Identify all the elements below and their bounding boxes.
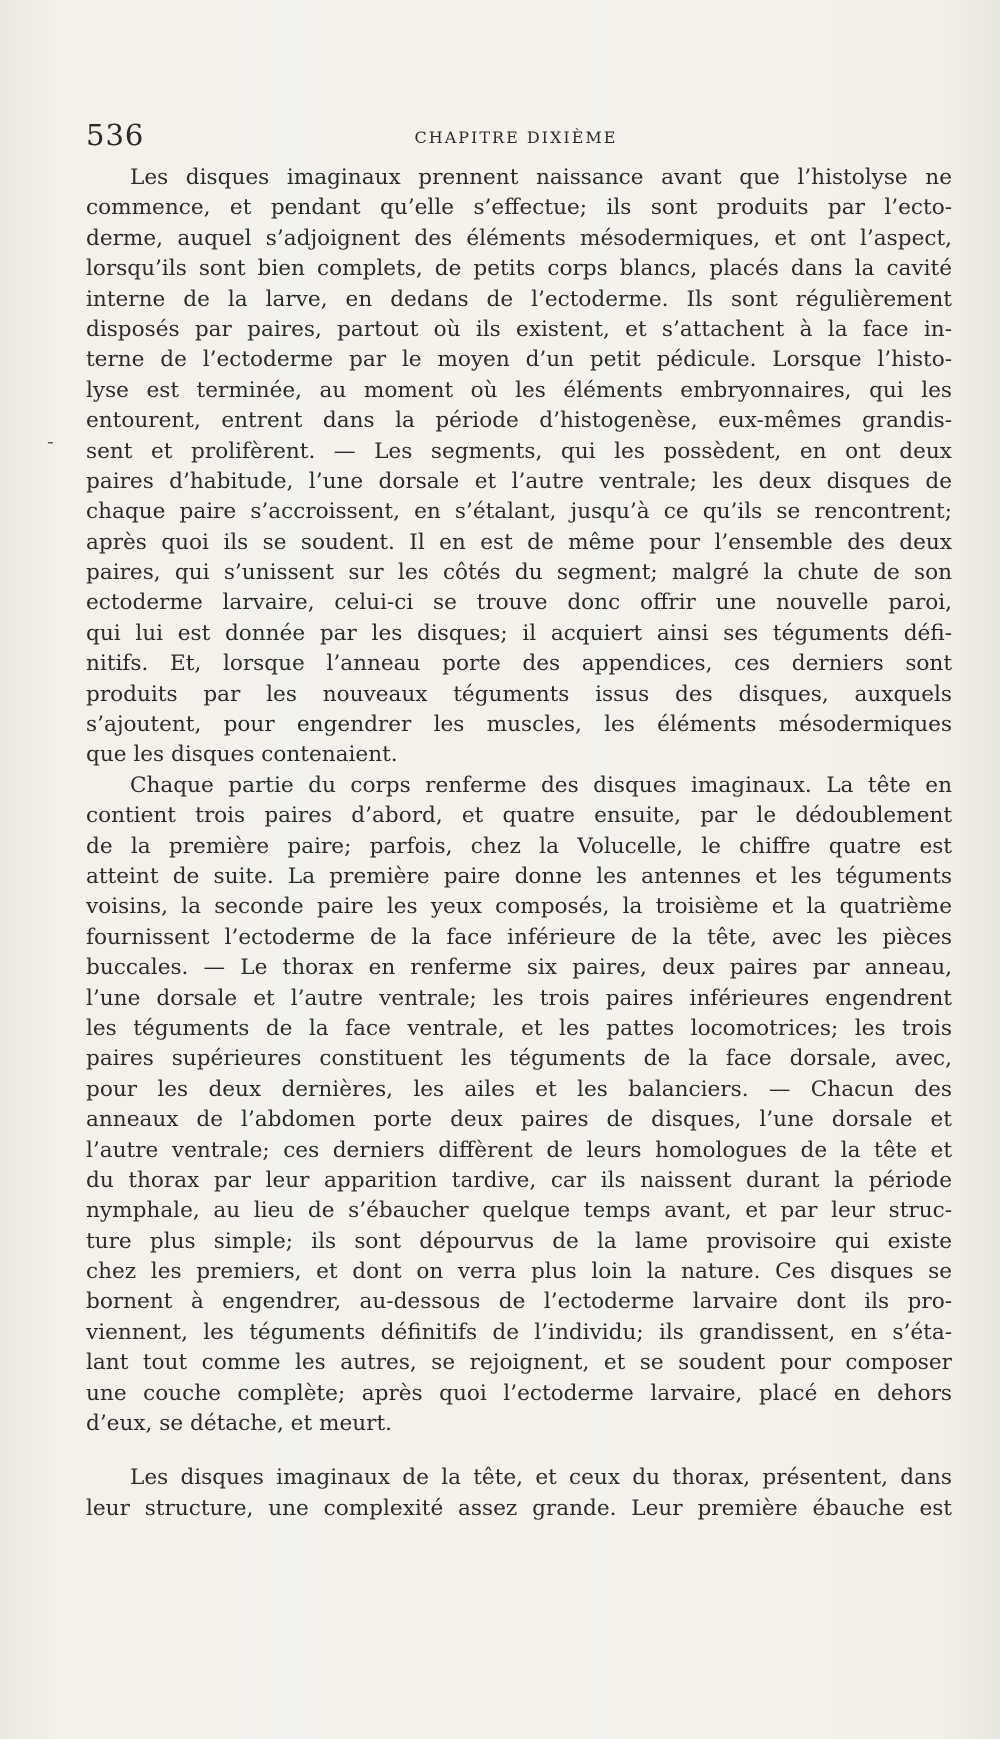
text-line: pour les deux dernières, les ailes et les balanciers. — Chacun des <box>86 1076 952 1102</box>
text-line: lant tout comme les autres, se rejoignent, et se soudent pour composer <box>86 1350 952 1376</box>
paragraph-1 <box>86 163 952 771</box>
text-line: viennent, les téguments définitifs de l’individu; ils grandissent, en s’éta- <box>86 1319 952 1345</box>
text-line: paires, qui s’unissent sur les côtés du segment; malgré la chute de son <box>86 560 952 586</box>
paragraph-3 <box>86 1463 952 1524</box>
text-line: lyse est terminée, au moment où les éléments embryonnaires, qui les <box>86 377 952 403</box>
body-text <box>86 163 952 1524</box>
paragraph-spacer <box>86 1439 952 1463</box>
text-line: l’une dorsale et l’autre ventrale; les trois paires inférieures engendrent <box>86 985 952 1011</box>
text-line: commence, et pendant qu’elle s’effectue; ils sont produits par l’ecto- <box>86 195 952 221</box>
text-line: du thorax par leur apparition tardive, car ils naissent durant la période <box>86 1167 952 1193</box>
text-line: Chaque partie du corps renferme des disques imaginaux. La tête en <box>130 772 952 798</box>
text-line: anneaux de l’abdomen porte deux paires de disques, l’une dorsale et <box>86 1107 952 1133</box>
chapter-title: CHAPITRE DIXIÈME <box>414 128 618 147</box>
text-line: derme, auquel s’adjoignent des éléments mésodermiques, et ont l’aspect, <box>86 225 952 251</box>
text-line: fournissent l’ectoderme de la face inférieure de la tête, avec les pièces <box>86 924 952 950</box>
text-line: lorsqu’ils sont bien complets, de petits corps blancs, placés dans la cavité <box>86 256 952 282</box>
text-line: après quoi ils se soudent. Il en est de même pour l’ensemble des deux <box>86 529 952 555</box>
text-line: sent et prolifèrent. — Les segments, qui les possèdent, en ont deux <box>86 438 952 464</box>
text-line: disposés par paires, partout où ils existent, et s’attachent à la face in- <box>86 316 952 342</box>
text-line: terne de l’ectoderme par le moyen d’un petit pédicule. Lorsque l’histo- <box>86 347 952 373</box>
text-line: que les disques contenaient. <box>86 742 398 768</box>
text-line: voisins, la seconde paire les yeux composés, la troisième et la quatrième <box>86 894 952 920</box>
running-head <box>86 118 946 158</box>
margin-mark: - <box>47 429 54 453</box>
text-line: entourent, entrent dans la période d’histogenèse, eux-mêmes grandis- <box>86 408 952 434</box>
text-line: de la première paire; parfois, chez la Volucelle, le chiffre quatre est <box>86 833 952 859</box>
text-line: produits par les nouveaux téguments issus des disques, auxquels <box>86 681 952 707</box>
text-line: paires d’habitude, l’une dorsale et l’autre ventrale; les deux disques de <box>86 468 952 494</box>
text-line: ture plus simple; ils sont dépourvus de la lame provisoire qui existe <box>86 1228 952 1254</box>
text-line: contient trois paires d’abord, et quatre ensuite, par le dédoublement <box>86 803 952 829</box>
text-line: l’autre ventrale; ces derniers diffèrent de leurs homologues de la tête et <box>86 1137 952 1163</box>
text-line: Les disques imaginaux de la tête, et ceux du thorax, présentent, dans <box>130 1465 952 1491</box>
text-line: ectoderme larvaire, celui-ci se trouve donc offrir une nouvelle paroi, <box>86 590 952 616</box>
text-line: paires supérieures constituent les téguments de la face dorsale, avec, <box>86 1046 952 1072</box>
text-line: s’ajoutent, pour engendrer les muscles, les éléments mésodermiques <box>86 712 952 738</box>
text-line: bornent à engendrer, au-dessous de l’ectoderme larvaire dont ils pro- <box>86 1289 952 1315</box>
text-line: atteint de suite. La première paire donne les antennes et les téguments <box>86 863 952 889</box>
text-line: nitifs. Et, lorsque l’anneau porte des appendices, ces derniers sont <box>86 651 952 677</box>
text-line: interne de la larve, en dedans de l’ectoderme. Ils sont régulièrement <box>86 286 952 312</box>
text-line: une couche complète; après quoi l’ectoderme larvaire, placé en dehors <box>86 1380 952 1406</box>
text-line: nymphale, au lieu de s’ébaucher quelque temps avant, et par leur struc- <box>86 1198 952 1224</box>
text-line: chez les premiers, et dont on verra plus loin la nature. Ces disques se <box>86 1259 952 1285</box>
text-line: les téguments de la face ventrale, et les pattes locomotrices; les trois <box>86 1015 952 1041</box>
text-line: chaque paire s’accroissent, en s’étalant, jusqu’à ce qu’ils se rencontrent; <box>86 499 952 525</box>
text-line: qui lui est donnée par les disques; il acquiert ainsi ses téguments défi- <box>86 620 952 646</box>
text-line: leur structure, une complexité assez grande. Leur première ébauche est <box>86 1495 952 1521</box>
text-line: Les disques imaginaux prennent naissance avant que l’histolyse ne <box>130 165 952 190</box>
text-line: d’eux, se détache, et meurt. <box>86 1411 393 1437</box>
page-number: 536 <box>86 118 145 152</box>
text-line: buccales. — Le thorax en renferme six paires, deux paires par anneau, <box>86 955 952 981</box>
paragraph-2 <box>86 771 952 1440</box>
